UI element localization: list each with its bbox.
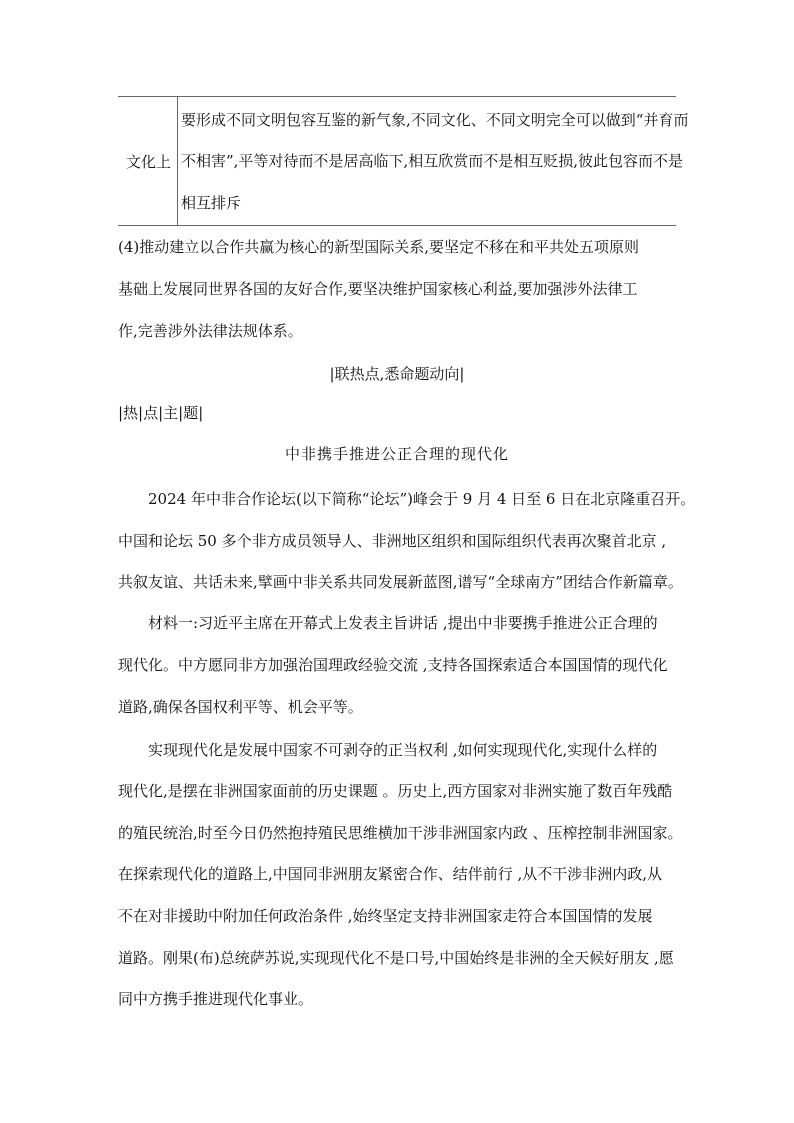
- paragraph-line: 的殖民统治,时至今日仍然抱持殖民思维横加干涉非洲国家内政 、压榨控制非洲国家。: [118, 824, 683, 842]
- section-heading: |联热点,悉命题动向|: [329, 365, 465, 383]
- paragraph-line: 共叙友谊、共话未来,擘画中非关系共同发展新蓝图,谱写“全球南方”团结合作新篇章。: [118, 573, 683, 591]
- table-cell-line: 不相害”,平等对待而不是居高临下,相互欣赏而不是相互贬损,彼此包容而不是: [181, 152, 683, 170]
- paragraph-line: 不在对非援助中附加任何政治条件 ,始终坚定支持非洲国家走符合本国国情的发展: [118, 907, 653, 925]
- culture-table: [118, 96, 689, 226]
- hot-topic-tag: |热|点|主|题|: [118, 404, 204, 422]
- paragraph-line: 2024 年中非合作论坛(以下简称“论坛”)峰会于 9 月 4 日至 6 日在北京隆重召开。: [148, 490, 696, 508]
- paragraph-line: 在探索现代化的道路上,中国同非洲朋友紧密合作、结伴前行 ,从不干涉非洲内政,从: [118, 865, 663, 883]
- point4-line: 基础上发展同世界各国的友好合作,要坚决维护国家核心利益,要加强涉外法律工: [118, 280, 638, 298]
- paragraph-line: 实现现代化是发展中国家不可剥夺的正当权利 ,如何实现现代化,实现什么样的: [148, 741, 658, 759]
- article-title: 中非携手推进公正合理的现代化: [284, 445, 509, 463]
- table-cell-line: 相互排斥: [181, 194, 242, 212]
- row-header-label: 文化上: [125, 152, 171, 171]
- table-row-header: [118, 97, 177, 225]
- table-cell-line: 要形成不同文明包容互鉴的新气象,不同文化、不同文明完全可以做到“并育而: [181, 111, 689, 129]
- paragraph-line: 同中方携手推进现代化事业。: [118, 990, 314, 1008]
- material1-line: 现代化。中方愿同非方加强治国理政经验交流 ,支持各国探索适合本国国情的现代化: [118, 656, 668, 674]
- paragraph-line: 现代化,是摆在非洲国家面前的历史课题 。历史上,西方国家对非洲实施了数百年残酷: [118, 782, 673, 800]
- material1-line: 道路,确保各国权利平等、机会平等。: [118, 698, 363, 716]
- point4-line: (4)推动建立以合作共赢为核心的新型国际关系,要坚定不移在和平共处五项原则: [118, 238, 640, 256]
- material1-line: 材料一:习近平主席在开幕式上发表主旨讲话 ,提出中非要携手推进公正合理的: [148, 614, 658, 632]
- table-column-divider: [177, 97, 178, 225]
- point4-line: 作,完善涉外法律法规体系。: [118, 322, 303, 340]
- paragraph-line: 道路。刚果(布)总统萨苏说,实现现代化不是口号,中国始终是非洲的全天候好朋友 ,愿: [118, 949, 674, 967]
- paragraph-line: 中国和论坛 50 多个非方成员领导人、非洲地区组织和国际组织代表再次聚首北京 ,: [118, 532, 667, 550]
